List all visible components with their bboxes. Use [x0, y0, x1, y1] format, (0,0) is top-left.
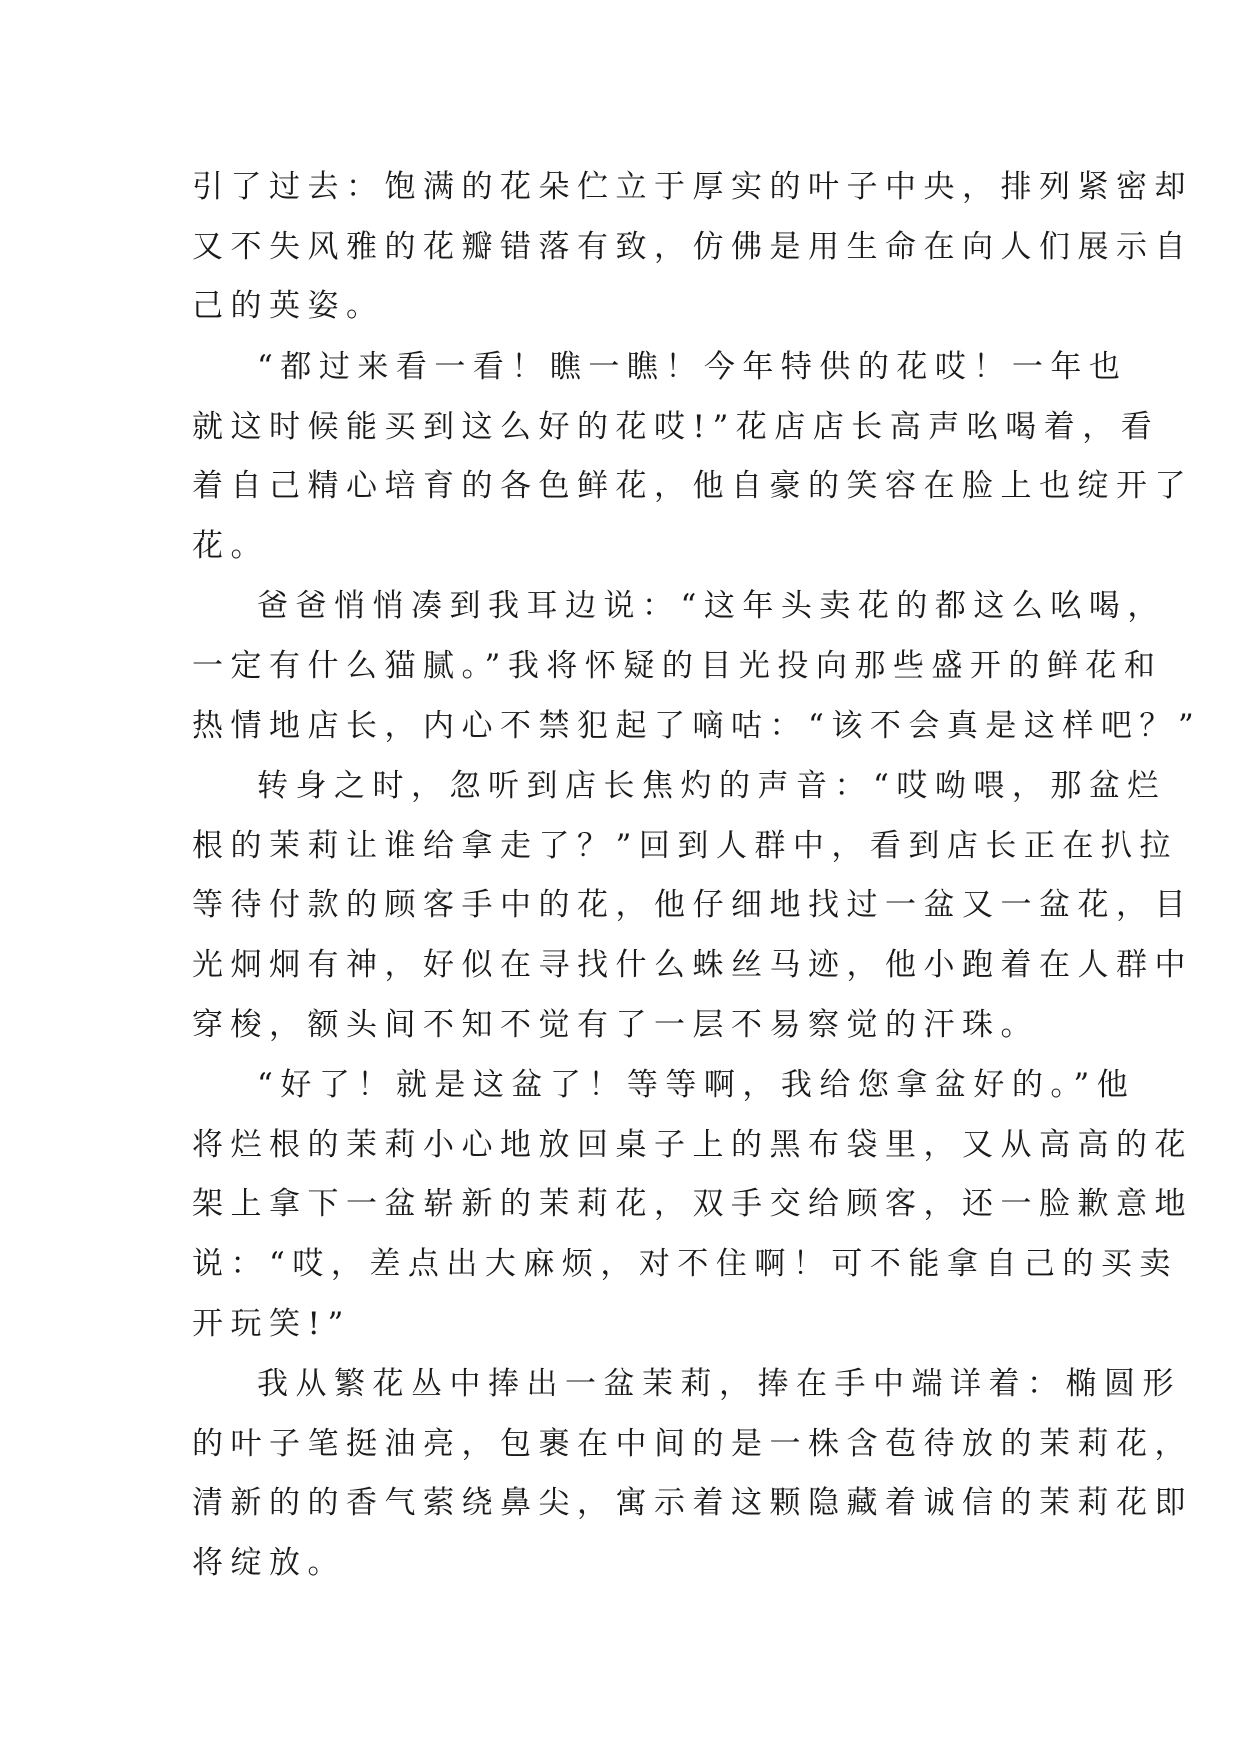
text-line: 等待付款的顾客手中的花，他仔细地找过一盆又一盆花，目: [192, 887, 1193, 923]
text-line: 己的英姿。: [192, 288, 385, 324]
text-line: 清新的的香气萦绕鼻尖，寓示着这颗隐藏着诚信的茉莉花即: [192, 1485, 1193, 1521]
text-line: 着自己精心培育的各色鲜花，他自豪的笑容在脸上也绽开了: [192, 468, 1193, 504]
text-line: 又不失风雅的花瓣错落有致，仿佛是用生命在向人们展示自: [192, 229, 1193, 265]
paragraph-first-line: 爸爸悄悄凑到我耳边说：“这年头卖花的都这么吆喝，: [257, 588, 1166, 624]
paragraph-first-line: 我从繁花丛中捧出一盆茉莉，捧在手中端详着：椭圆形: [257, 1366, 1181, 1402]
text-line: 热情地店长，内心不禁犯起了嘀咕：“该不会真是这样吧？”: [192, 708, 1202, 744]
text-line: 将烂根的茉莉小心地放回桌子上的黑布袋里，又从高高的花: [192, 1127, 1193, 1163]
text-line: 根的茉莉让谁给拿走了？”回到人群中，看到店长正在扒拉: [192, 828, 1178, 864]
text-line: 花。: [192, 528, 269, 564]
paragraph-first-line: “都过来看一看！瞧一瞧！今年特供的花哎！一年也: [257, 349, 1128, 385]
text-line: 就这时候能买到这么好的花哎!”花店店长高声吆喝着，看: [192, 409, 1160, 445]
paragraph-first-line: 转身之时，忽听到店长焦灼的声音：“哎呦喂，那盆烂: [257, 768, 1166, 804]
text-line: 光炯炯有神，好似在寻找什么蛛丝马迹，他小跑着在人群中: [192, 947, 1193, 983]
paragraph-first-line: “好了！就是这盆了！等等啊，我给您拿盆好的。”他: [257, 1067, 1136, 1103]
text-line: 穿梭，额头间不知不觉有了一层不易察觉的汗珠。: [192, 1007, 1039, 1043]
text-line: 将绽放。: [192, 1545, 346, 1581]
text-line: 说：“哎，差点出大麻烦，对不住啊！可不能拿自己的买卖: [192, 1246, 1178, 1282]
text-line: 一定有什么猫腻。”我将怀疑的目光投向那些盛开的鲜花和: [192, 648, 1163, 684]
text-line: 引了过去：饱满的花朵伫立于厚实的叶子中央，排列紧密却: [192, 169, 1193, 205]
text-line: 开玩笑!”: [192, 1306, 351, 1342]
text-line: 架上拿下一盆崭新的茉莉花，双手交给顾客，还一脸歉意地: [192, 1186, 1193, 1222]
text-line: 的叶子笔挺油亮，包裹在中间的是一株含苞待放的茉莉花，: [192, 1426, 1193, 1462]
